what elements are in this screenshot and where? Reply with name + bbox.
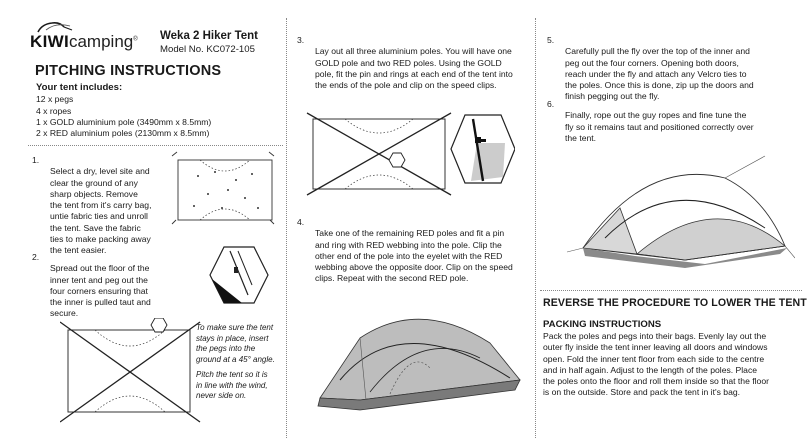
step-6 — [547, 99, 805, 144]
includes-item: 2 x RED aluminium poles (2130mm x 8.5mm) — [36, 128, 210, 139]
model-number: Model No. KC072-105 — [160, 44, 255, 55]
step-line: the tent. Save the fabric — [50, 222, 141, 233]
brand-camping-text: camping — [68, 32, 134, 51]
tip-line: the pegs into the — [196, 344, 256, 353]
packing-line: and in half again. Adjust to the length of the poles. Place — [543, 364, 758, 375]
section-divider — [28, 145, 283, 146]
step-line: webbing above the opposite door. Clip on the speed — [315, 262, 513, 273]
step-line: secure. — [50, 308, 79, 319]
tip-line: To make sure the tent — [196, 323, 274, 332]
step-number: 2. — [32, 252, 40, 262]
step-line: Lay out all three aluminium poles. You will have one — [315, 46, 512, 57]
step-line: other end of the pole into the eyelet with the RED — [315, 250, 503, 261]
packing-title: PACKING INSTRUCTIONS — [543, 319, 662, 330]
brand-kiwi-text: KIWI — [30, 32, 69, 51]
inner-tent-pitched-diagram — [300, 288, 530, 428]
step-line: peg out the four corners. Opening both doors, — [565, 57, 739, 68]
step-number: 3. — [297, 35, 305, 45]
step-line: clear the ground of any — [50, 177, 138, 188]
packing-line: the poles onto the floor and roll them inside so that the floor — [543, 376, 769, 387]
step-2 — [32, 252, 192, 320]
peg-detail-hexagon — [208, 245, 270, 305]
packing-instructions — [543, 331, 805, 399]
gold-pole-diagram — [305, 103, 515, 203]
step-line: ties to make packing away — [50, 234, 151, 245]
includes-item: 12 x pegs — [36, 94, 74, 105]
tip-line: Pitch the tent so it is — [196, 370, 268, 379]
step-line: the tent from it's carry bag, — [50, 200, 152, 211]
inner-tent-floor-diagram — [60, 318, 210, 428]
step-line: untie fabric ties and unroll — [50, 211, 148, 222]
registered-mark: ® — [133, 36, 138, 43]
section-divider-right — [540, 290, 802, 291]
packing-line: Pack the poles and pegs into their bags. Evenly lay out the — [543, 331, 767, 341]
step-line: inner tent and peg out the — [50, 274, 148, 285]
step-line: the ends of the pole and clip on the speed clips. — [315, 80, 497, 91]
column-divider-2 — [535, 18, 536, 438]
reverse-procedure-heading: REVERSE THE PROCEDURE TO LOWER THE TENT — [543, 297, 807, 309]
packing-line: outer fly inside the tent inner leaving all doors and windows — [543, 342, 768, 353]
wind-tip — [196, 370, 291, 402]
tip-line: never side on. — [196, 391, 247, 400]
peg-tip — [196, 323, 291, 365]
step-line: Spread out the floor of the — [50, 263, 150, 274]
site-clearing-diagram — [170, 150, 280, 225]
step-3 — [297, 35, 533, 91]
includes-list — [36, 82, 211, 139]
packing-line: is on the outside. Store and pack the tent in it's bag. — [543, 387, 741, 398]
page-heading: PITCHING INSTRUCTIONS — [35, 63, 222, 79]
step-line: fly so it remains taut and positioned correctly over — [565, 121, 754, 132]
step-number: 5. — [547, 35, 555, 45]
includes-item: 1 x GOLD aluminium pole (3490mm x 8.5mm) — [36, 116, 212, 127]
product-title: Weka 2 Hiker Tent — [160, 30, 259, 42]
includes-item: 4 x ropes — [36, 105, 72, 116]
step-line: GOLD pole and two RED poles. Using the GOLD — [315, 57, 502, 68]
step-line: Take one of the remaining RED poles and fit a pin — [315, 228, 505, 239]
step-line: clips. Repeat with the second RED pole. — [315, 273, 469, 284]
step-number: 4. — [297, 217, 305, 227]
brand-logo — [30, 32, 138, 52]
step-line: and ring with RED webbing into the pole. Clip the — [315, 239, 502, 250]
step-number: 1. — [32, 155, 40, 165]
step-line: reach under the fly and attach any Velcro ties to — [565, 68, 747, 79]
step-line: sharp objects. Remove — [50, 188, 138, 199]
tip-line: ground at a 45° angle. — [196, 354, 275, 364]
step-line: Select a dry, level site and — [50, 166, 150, 177]
step-line: finish pegging out the fly. — [565, 91, 660, 102]
packing-line: open. Fold the inner tent floor from each side to the centre — [543, 353, 765, 364]
step-line: the tent easier. — [50, 245, 107, 256]
tip-line: in line with the wind, — [196, 380, 268, 390]
step-line: pole, fit the pin and rings at each end of the tent into — [315, 68, 513, 79]
step-line: the poles. Once this is done, zip up the doors and — [565, 80, 754, 91]
step-line: the tent. — [565, 132, 597, 143]
step-line: Carefully pull the fly over the top of the inner and — [565, 46, 750, 57]
includes-title: Your tent includes: — [36, 82, 123, 93]
fly-tent-diagram — [565, 148, 795, 283]
step-line: the inner is pulled taut and — [50, 297, 151, 308]
step-line: Finally, rope out the guy ropes and fine tune the — [565, 110, 747, 121]
step-number: 6. — [547, 99, 555, 109]
step-5 — [547, 35, 805, 103]
step-4 — [297, 217, 533, 285]
step-1 — [32, 155, 182, 257]
step-line: four corners ensuring that — [50, 285, 148, 296]
tip-line: stays in place, insert — [196, 333, 269, 343]
